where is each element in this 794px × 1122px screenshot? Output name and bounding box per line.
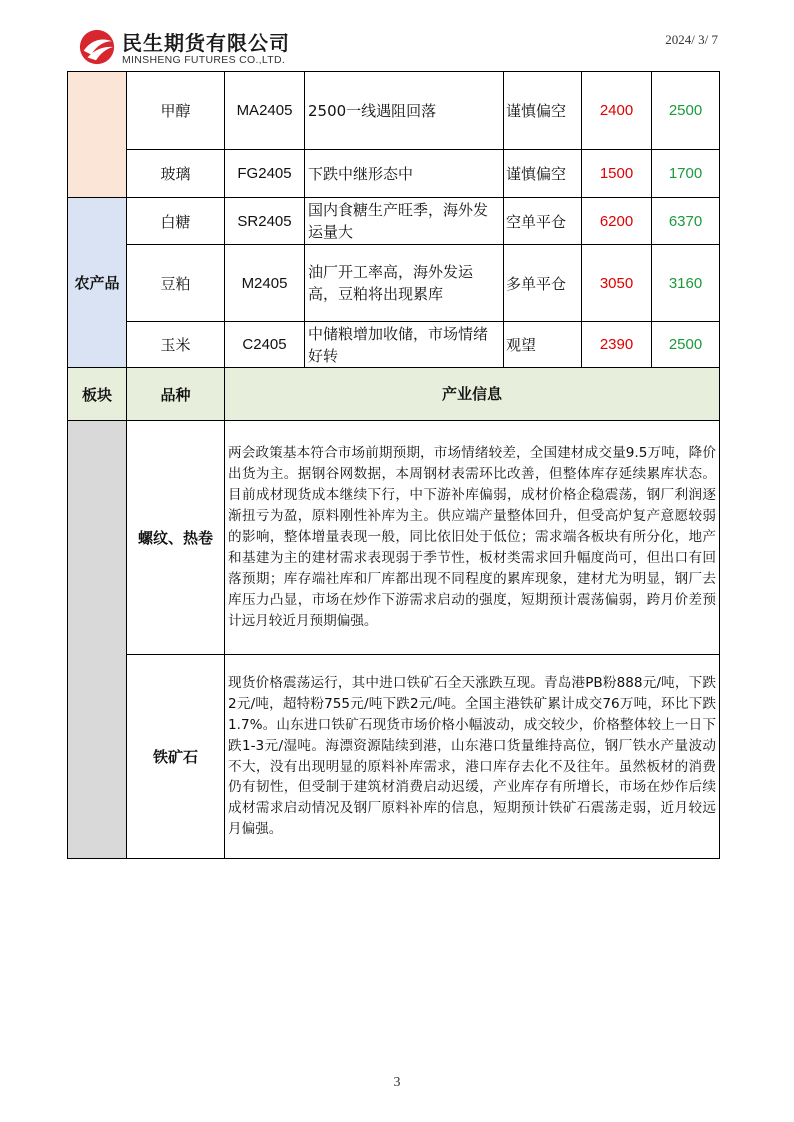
table-row xyxy=(68,421,720,655)
strategy-text: 空单平仓 xyxy=(504,198,582,245)
resistance-price: 2500 xyxy=(652,72,720,150)
strategy-text: 观望 xyxy=(504,322,582,368)
header-sector: 板块 xyxy=(68,368,127,421)
info-text: 现货价格震荡运行，其中进口铁矿石全天涨跌互现。青岛港PB粉888元/吨，下跌2元/吨，超特粉755元/吨下跌2元/吨。全国主港铁矿累计成交76万吨，环比下跌1.7%。山东进口铁矿石现货市场价格小幅波动，成交较少，价格整体较上一日下跌1-3元/湿吨。海漂资源陆续到港，山东港口货量维持高位，钢厂铁水产量波动不大，没有出现明显的原料补库需求，港口库存去化不及往年。虽然板材的消费仍有韧性，但受制于建筑材消费启动迟缓，产业库存有所增长，市场在炒作后续成材需求启动情况及钢厂原料补库的信息，短期预计铁矿石震荡走弱，近月较远月偏强。 xyxy=(225,655,720,859)
company-name-en: MINSHENG FUTURES CO.,LTD. xyxy=(122,54,286,66)
support-price: 2400 xyxy=(582,72,652,150)
page-number: 3 xyxy=(393,1075,401,1090)
logic-text: 2500一线遇阻回落 xyxy=(305,72,504,150)
variety-name: 豆粕 xyxy=(127,245,225,322)
variety-name: 甲醇 xyxy=(127,72,225,150)
contract-code: C2405 xyxy=(225,322,305,368)
minsheng-logo-icon xyxy=(78,28,116,66)
sector-cell: 农产品 xyxy=(68,198,127,368)
company-name-cn: 民生期货有限公司 xyxy=(122,31,290,55)
support-price: 6200 xyxy=(582,198,652,245)
logic-text: 油厂开工率高，海外发运高，豆粕将出现累库 xyxy=(305,245,504,322)
support-price: 3050 xyxy=(582,245,652,322)
contract-code: FG2405 xyxy=(225,150,305,198)
variety-name: 玻璃 xyxy=(127,150,225,198)
info-text: 两会政策基本符合市场前期预期，市场情绪较差，全国建材成交量9.5万吨，降价出货为主。据钢谷网数据，本周钢材表需环比改善，但整体库存延续累库状态。目前成材现货成本继续下行，中下游补库偏弱，成材价格企稳震荡，钢厂利润逐渐扭亏为盈，原料刚性补库为主。供应端产量整体回升，但受高炉复产意愿较弱的影响，整体增量表现一般，同比依旧处于低位；需求端各板块有所分化，地产和基建为主的建材需求表现弱于季节性，板材类需求回升幅度尚可，但出口有回落预期；库存端社库和厂库都出现不同程度的累库现象，建材尤为明显，钢厂去库压力凸显，市场在炒作下游需求启动的强度，短期预计震荡偏弱，跨月价差预计远月较近月预期偏强。 xyxy=(225,421,720,655)
variety-name: 玉米 xyxy=(127,322,225,368)
header-info: 产业信息 xyxy=(225,368,720,421)
industry-info-table xyxy=(67,367,720,859)
contract-code: MA2405 xyxy=(225,72,305,150)
table-row xyxy=(68,150,720,198)
header-variety: 品种 xyxy=(127,368,225,421)
support-price: 1500 xyxy=(582,150,652,198)
sector-cell xyxy=(68,421,127,859)
report-date: 2024/ 3/ 7 xyxy=(665,32,718,47)
sector-cell xyxy=(68,72,127,198)
logic-text: 下跌中继形态中 xyxy=(305,150,504,198)
table-row xyxy=(68,198,720,245)
table-row xyxy=(68,245,720,322)
strategy-text: 谨慎偏空 xyxy=(504,72,582,150)
contract-code: SR2405 xyxy=(225,198,305,245)
strategy-text: 多单平仓 xyxy=(504,245,582,322)
contract-code: M2405 xyxy=(225,245,305,322)
logic-text: 中储粮增加收储，市场情绪好转 xyxy=(305,322,504,368)
strategy-text: 谨慎偏空 xyxy=(504,150,582,198)
resistance-price: 3160 xyxy=(652,245,720,322)
table-row xyxy=(68,655,720,859)
variety-name: 铁矿石 xyxy=(127,655,225,859)
table-header-row xyxy=(68,368,720,421)
page-header xyxy=(0,0,794,72)
table-row xyxy=(68,322,720,368)
strategy-table xyxy=(67,71,720,368)
table-row xyxy=(68,72,720,150)
resistance-price: 2500 xyxy=(652,322,720,368)
variety-name: 螺纹、热卷 xyxy=(127,421,225,655)
logic-text: 国内食糖生产旺季，海外发运量大 xyxy=(305,198,504,245)
resistance-price: 6370 xyxy=(652,198,720,245)
resistance-price: 1700 xyxy=(652,150,720,198)
variety-name: 白糖 xyxy=(127,198,225,245)
company-logo xyxy=(78,24,318,70)
support-price: 2390 xyxy=(582,322,652,368)
